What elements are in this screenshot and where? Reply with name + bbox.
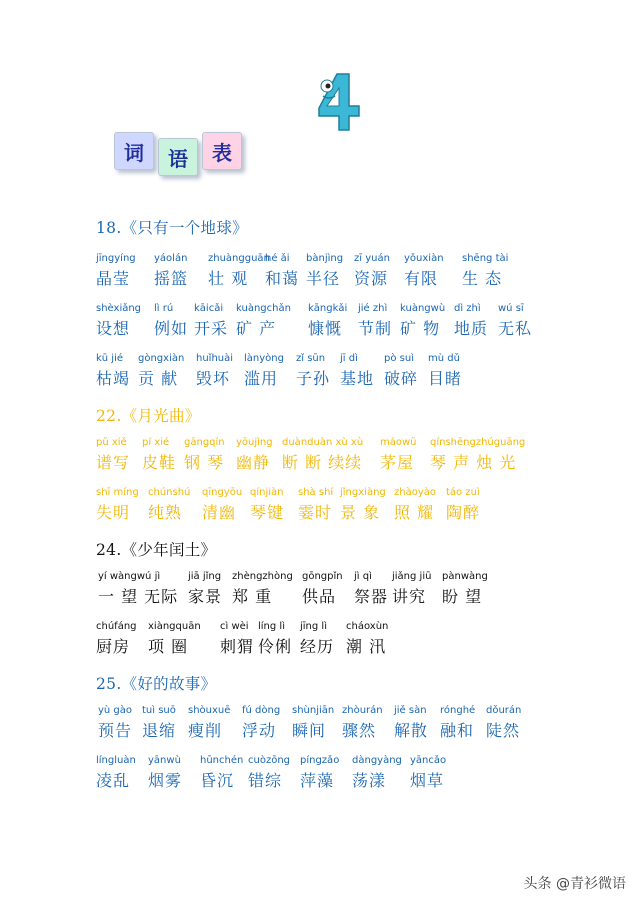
hanzi: 预告: [98, 721, 133, 740]
pinyin: yǒuxiàn: [404, 253, 444, 264]
word-item: [98, 704, 132, 741]
word-item: [196, 352, 233, 389]
word-item: [96, 436, 130, 473]
hanzi: 滥用: [244, 369, 279, 388]
word-item: [242, 704, 280, 741]
pinyin: dì zhì: [454, 303, 481, 314]
hanzi: 贡 献: [138, 369, 179, 388]
pinyin: pànwàng: [442, 571, 488, 582]
pinyin: yáolán: [154, 253, 188, 264]
word-item: [454, 302, 488, 339]
pinyin: hūnchén: [200, 755, 244, 766]
pinyin: zhuàngguān: [208, 253, 270, 264]
word-item: [394, 704, 428, 741]
word-item: [300, 620, 334, 657]
hanzi: 设想: [96, 319, 131, 338]
hanzi: 慷慨: [308, 319, 343, 338]
pinyin: shī míng: [96, 487, 139, 498]
hanzi: 陡然: [486, 721, 521, 740]
hanzi: 失明: [96, 503, 131, 522]
word-item: [142, 704, 176, 741]
word-item: [236, 436, 273, 473]
pinyin: yōujìng: [236, 437, 273, 448]
word-item: [462, 252, 508, 289]
hanzi: 皮鞋: [142, 453, 177, 472]
word-item: [265, 252, 299, 289]
pinyin: píngzǎo: [300, 755, 340, 766]
pinyin: pò suì: [384, 353, 414, 364]
hanzi: 昏沉: [200, 771, 235, 790]
pinyin: kū jié: [96, 353, 124, 364]
hanzi: 家景: [188, 587, 223, 606]
pinyin: chúfáng: [96, 621, 137, 632]
word-item: [498, 302, 532, 339]
word-item: [300, 754, 339, 791]
hanzi: 瞬间: [292, 721, 327, 740]
hanzi: 无私: [498, 319, 533, 338]
word-item: [200, 754, 243, 791]
pinyin: chúnshú: [148, 487, 191, 498]
section-heading: 18.《只有一个地球》: [96, 219, 248, 237]
pinyin: duànduàn xù xù: [282, 437, 364, 448]
pinyin: jì qì: [354, 571, 372, 582]
word-item: [96, 252, 136, 289]
hanzi: 祭器: [354, 587, 389, 606]
hanzi: 盼 望: [442, 587, 483, 606]
pinyin: bànjìng: [306, 253, 344, 264]
pinyin: kāngkǎi: [308, 303, 348, 314]
word-item: [96, 302, 141, 339]
word-item: [148, 620, 201, 657]
word-item: [220, 620, 254, 657]
pinyin: shòuxuē: [188, 705, 231, 716]
hanzi: 照 耀: [394, 503, 435, 522]
pinyin: cuòzōng: [248, 755, 291, 766]
hanzi: 清幽: [202, 503, 237, 522]
hanzi: 例如: [154, 319, 189, 338]
title-tile: 表: [202, 132, 242, 170]
hanzi: 刺猬: [220, 637, 255, 656]
pinyin: shà shí: [298, 487, 334, 498]
hanzi: 退缩: [142, 721, 177, 740]
pinyin: qīngyōu: [202, 487, 243, 498]
hanzi: 萍藻: [300, 771, 335, 790]
word-item: [250, 486, 284, 523]
word-item: [244, 352, 284, 389]
hanzi: 目睹: [428, 369, 463, 388]
hanzi: 一 望 无际: [98, 587, 179, 606]
pinyin: pí xié: [142, 437, 170, 448]
hanzi: 地质: [454, 319, 489, 338]
word-item: [138, 352, 184, 389]
word-item: [340, 486, 386, 523]
word-item: [154, 252, 188, 289]
word-item: [248, 754, 290, 791]
word-item: [96, 352, 130, 389]
pinyin: zī yuán: [354, 253, 390, 264]
pinyin: zǐ sūn: [296, 353, 326, 364]
word-item: [236, 302, 291, 339]
word-item: [142, 436, 176, 473]
pinyin: kuàngwù: [400, 303, 446, 314]
hanzi: 伶俐: [258, 637, 293, 656]
pinyin: yù gào: [98, 705, 133, 716]
word-item: [380, 436, 417, 473]
hanzi: 枯竭: [96, 369, 131, 388]
word-item: [352, 754, 402, 791]
pinyin: dàngyàng: [352, 755, 402, 766]
pinyin: kuàngchǎn: [236, 303, 291, 314]
pinyin: jǐngxiàng: [340, 487, 386, 498]
word-item: [96, 754, 136, 791]
pinyin: yí wàngwú jì: [98, 571, 161, 582]
hanzi: 谱写: [96, 453, 131, 472]
word-item: [296, 352, 330, 389]
word-item: [442, 570, 488, 607]
section-heading: 24.《少年闰土》: [96, 541, 217, 559]
word-item: [430, 436, 525, 473]
word-item: [98, 570, 178, 607]
watermark: 头条 @青衫微语: [523, 876, 626, 892]
pinyin: xiàngquān: [148, 621, 201, 632]
pinyin: jiā jǐng: [188, 571, 222, 582]
word-item: [440, 704, 475, 741]
word-item: [306, 252, 343, 289]
hanzi: 供品: [302, 587, 337, 606]
word-item: [194, 302, 228, 339]
word-item: [208, 252, 270, 289]
title-tile: 语: [158, 138, 198, 176]
hanzi: 解散: [394, 721, 429, 740]
hanzi: 厨房: [96, 637, 131, 656]
word-item: [342, 704, 383, 741]
hanzi: 子孙: [296, 369, 331, 388]
word-item: [188, 704, 230, 741]
pinyin: jī dì: [340, 353, 358, 364]
hanzi: 开采: [194, 319, 229, 338]
pinyin: pǔ xiě: [96, 437, 127, 448]
word-item: [346, 620, 388, 657]
word-item: [154, 302, 188, 339]
pinyin: jiǎng jiū: [392, 571, 432, 582]
hanzi: 项 圈: [148, 637, 189, 656]
pinyin: shèxiǎng: [96, 303, 142, 314]
word-item: [202, 486, 242, 523]
word-item: [292, 704, 334, 741]
pinyin: língluàn: [96, 755, 136, 766]
word-item: [404, 252, 444, 289]
hanzi: 错综: [248, 771, 283, 790]
word-item: [148, 754, 182, 791]
hanzi: 资源: [354, 269, 389, 288]
hanzi: 基地: [340, 369, 375, 388]
hanzi: 毁坏: [196, 369, 231, 388]
title-tile: 词: [114, 132, 154, 170]
pinyin: líng lì: [258, 621, 285, 632]
word-item: [298, 486, 333, 523]
hanzi: 瘦削: [188, 721, 223, 740]
word-item: [258, 620, 292, 657]
pinyin: gōngpǐn: [302, 571, 343, 582]
pinyin: yānwù: [148, 755, 181, 766]
number-four-cartoon-icon: [315, 72, 365, 134]
pinyin: tuì suō: [142, 705, 176, 716]
word-item: [302, 570, 343, 607]
word-item: [340, 352, 374, 389]
hanzi: 融和: [440, 721, 475, 740]
hanzi: 和蔼: [265, 269, 300, 288]
hanzi: 茅屋: [380, 453, 415, 472]
pinyin: jīngyíng: [96, 253, 136, 264]
vocabulary-title: [110, 128, 260, 184]
pinyin: wú sī: [498, 303, 524, 314]
pinyin: máowū: [380, 437, 417, 448]
hanzi: 霎时: [298, 503, 333, 522]
hanzi: 讲究: [392, 587, 427, 606]
word-item: [308, 302, 347, 339]
word-item: [428, 352, 462, 389]
hanzi: 节制: [358, 319, 393, 338]
pinyin: qínshēngzhúguāng: [430, 437, 526, 448]
hanzi: 摇篮: [154, 269, 189, 288]
pinyin: táo zuì: [446, 487, 480, 498]
hanzi: 纯熟: [148, 503, 183, 522]
hanzi: 琴键: [250, 503, 285, 522]
word-item: [96, 620, 137, 657]
word-item: [410, 754, 446, 791]
hanzi: 潮 汛: [346, 637, 387, 656]
word-item: [392, 570, 431, 607]
pinyin: fú dòng: [242, 705, 281, 716]
pinyin: mù dǔ: [428, 353, 460, 364]
word-item: [148, 486, 190, 523]
pinyin: shùnjiān: [292, 705, 335, 716]
pinyin: gòngxiàn: [138, 353, 185, 364]
word-item: [394, 486, 436, 523]
hanzi: 半径: [306, 269, 341, 288]
pinyin: gāngqín: [184, 437, 225, 448]
hanzi: 荡漾: [352, 771, 387, 790]
word-item: [184, 436, 225, 473]
word-item: [400, 302, 445, 339]
hanzi: 骤然: [342, 721, 377, 740]
pinyin: jié zhì: [358, 303, 388, 314]
pinyin: jīng lì: [300, 621, 327, 632]
pinyin: huǐhuài: [196, 353, 234, 364]
pinyin: qínjiàn: [250, 487, 284, 498]
section-heading: 25.《好的故事》: [96, 675, 217, 693]
hanzi: 经历: [300, 637, 335, 656]
pinyin: rónghé: [440, 705, 476, 716]
word-item: [188, 570, 222, 607]
word-item: [486, 704, 521, 741]
pinyin: zhàoyào: [394, 487, 436, 498]
word-item: [446, 486, 480, 523]
pinyin: jiě sàn: [394, 705, 427, 716]
hanzi: 琴 声 烛 光: [430, 453, 517, 472]
word-item: [354, 252, 390, 289]
hanzi: 矿 产: [236, 319, 277, 338]
section-heading: 22.《月光曲》: [96, 407, 201, 425]
pinyin: zhòurán: [342, 705, 383, 716]
hanzi: 郑 重: [232, 587, 273, 606]
hanzi: 生 态: [462, 269, 503, 288]
pinyin: kāicǎi: [194, 303, 224, 314]
hanzi: 浮动: [242, 721, 277, 740]
hanzi: 烟草: [410, 771, 445, 790]
hanzi: 景 象: [340, 503, 381, 522]
hanzi: 断 断 续续: [282, 453, 363, 472]
hanzi: 烟雾: [148, 771, 183, 790]
pinyin: zhèngzhòng: [232, 571, 293, 582]
pinyin: lànyòng: [244, 353, 284, 364]
word-item: [358, 302, 392, 339]
word-item: [354, 570, 388, 607]
word-item: [282, 436, 363, 473]
pinyin: dǒurán: [486, 705, 522, 716]
pinyin: lì rú: [154, 303, 174, 314]
pinyin: yāncǎo: [410, 755, 447, 766]
pinyin: cì wèi: [220, 621, 249, 632]
pinyin: shēng tài: [462, 253, 509, 264]
word-item: [96, 486, 139, 523]
hanzi: 幽静: [236, 453, 271, 472]
word-item: [384, 352, 418, 389]
hanzi: 矿 物: [400, 319, 441, 338]
pinyin: cháoxùn: [346, 621, 389, 632]
hanzi: 钢 琴: [184, 453, 225, 472]
hanzi: 壮 观: [208, 269, 249, 288]
pinyin: hé ǎi: [265, 253, 290, 264]
hanzi: 有限: [404, 269, 439, 288]
hanzi: 凌乱: [96, 771, 131, 790]
hanzi: 陶醉: [446, 503, 481, 522]
hanzi: 晶莹: [96, 269, 131, 288]
word-item: [232, 570, 293, 607]
hanzi: 破碎: [384, 369, 419, 388]
